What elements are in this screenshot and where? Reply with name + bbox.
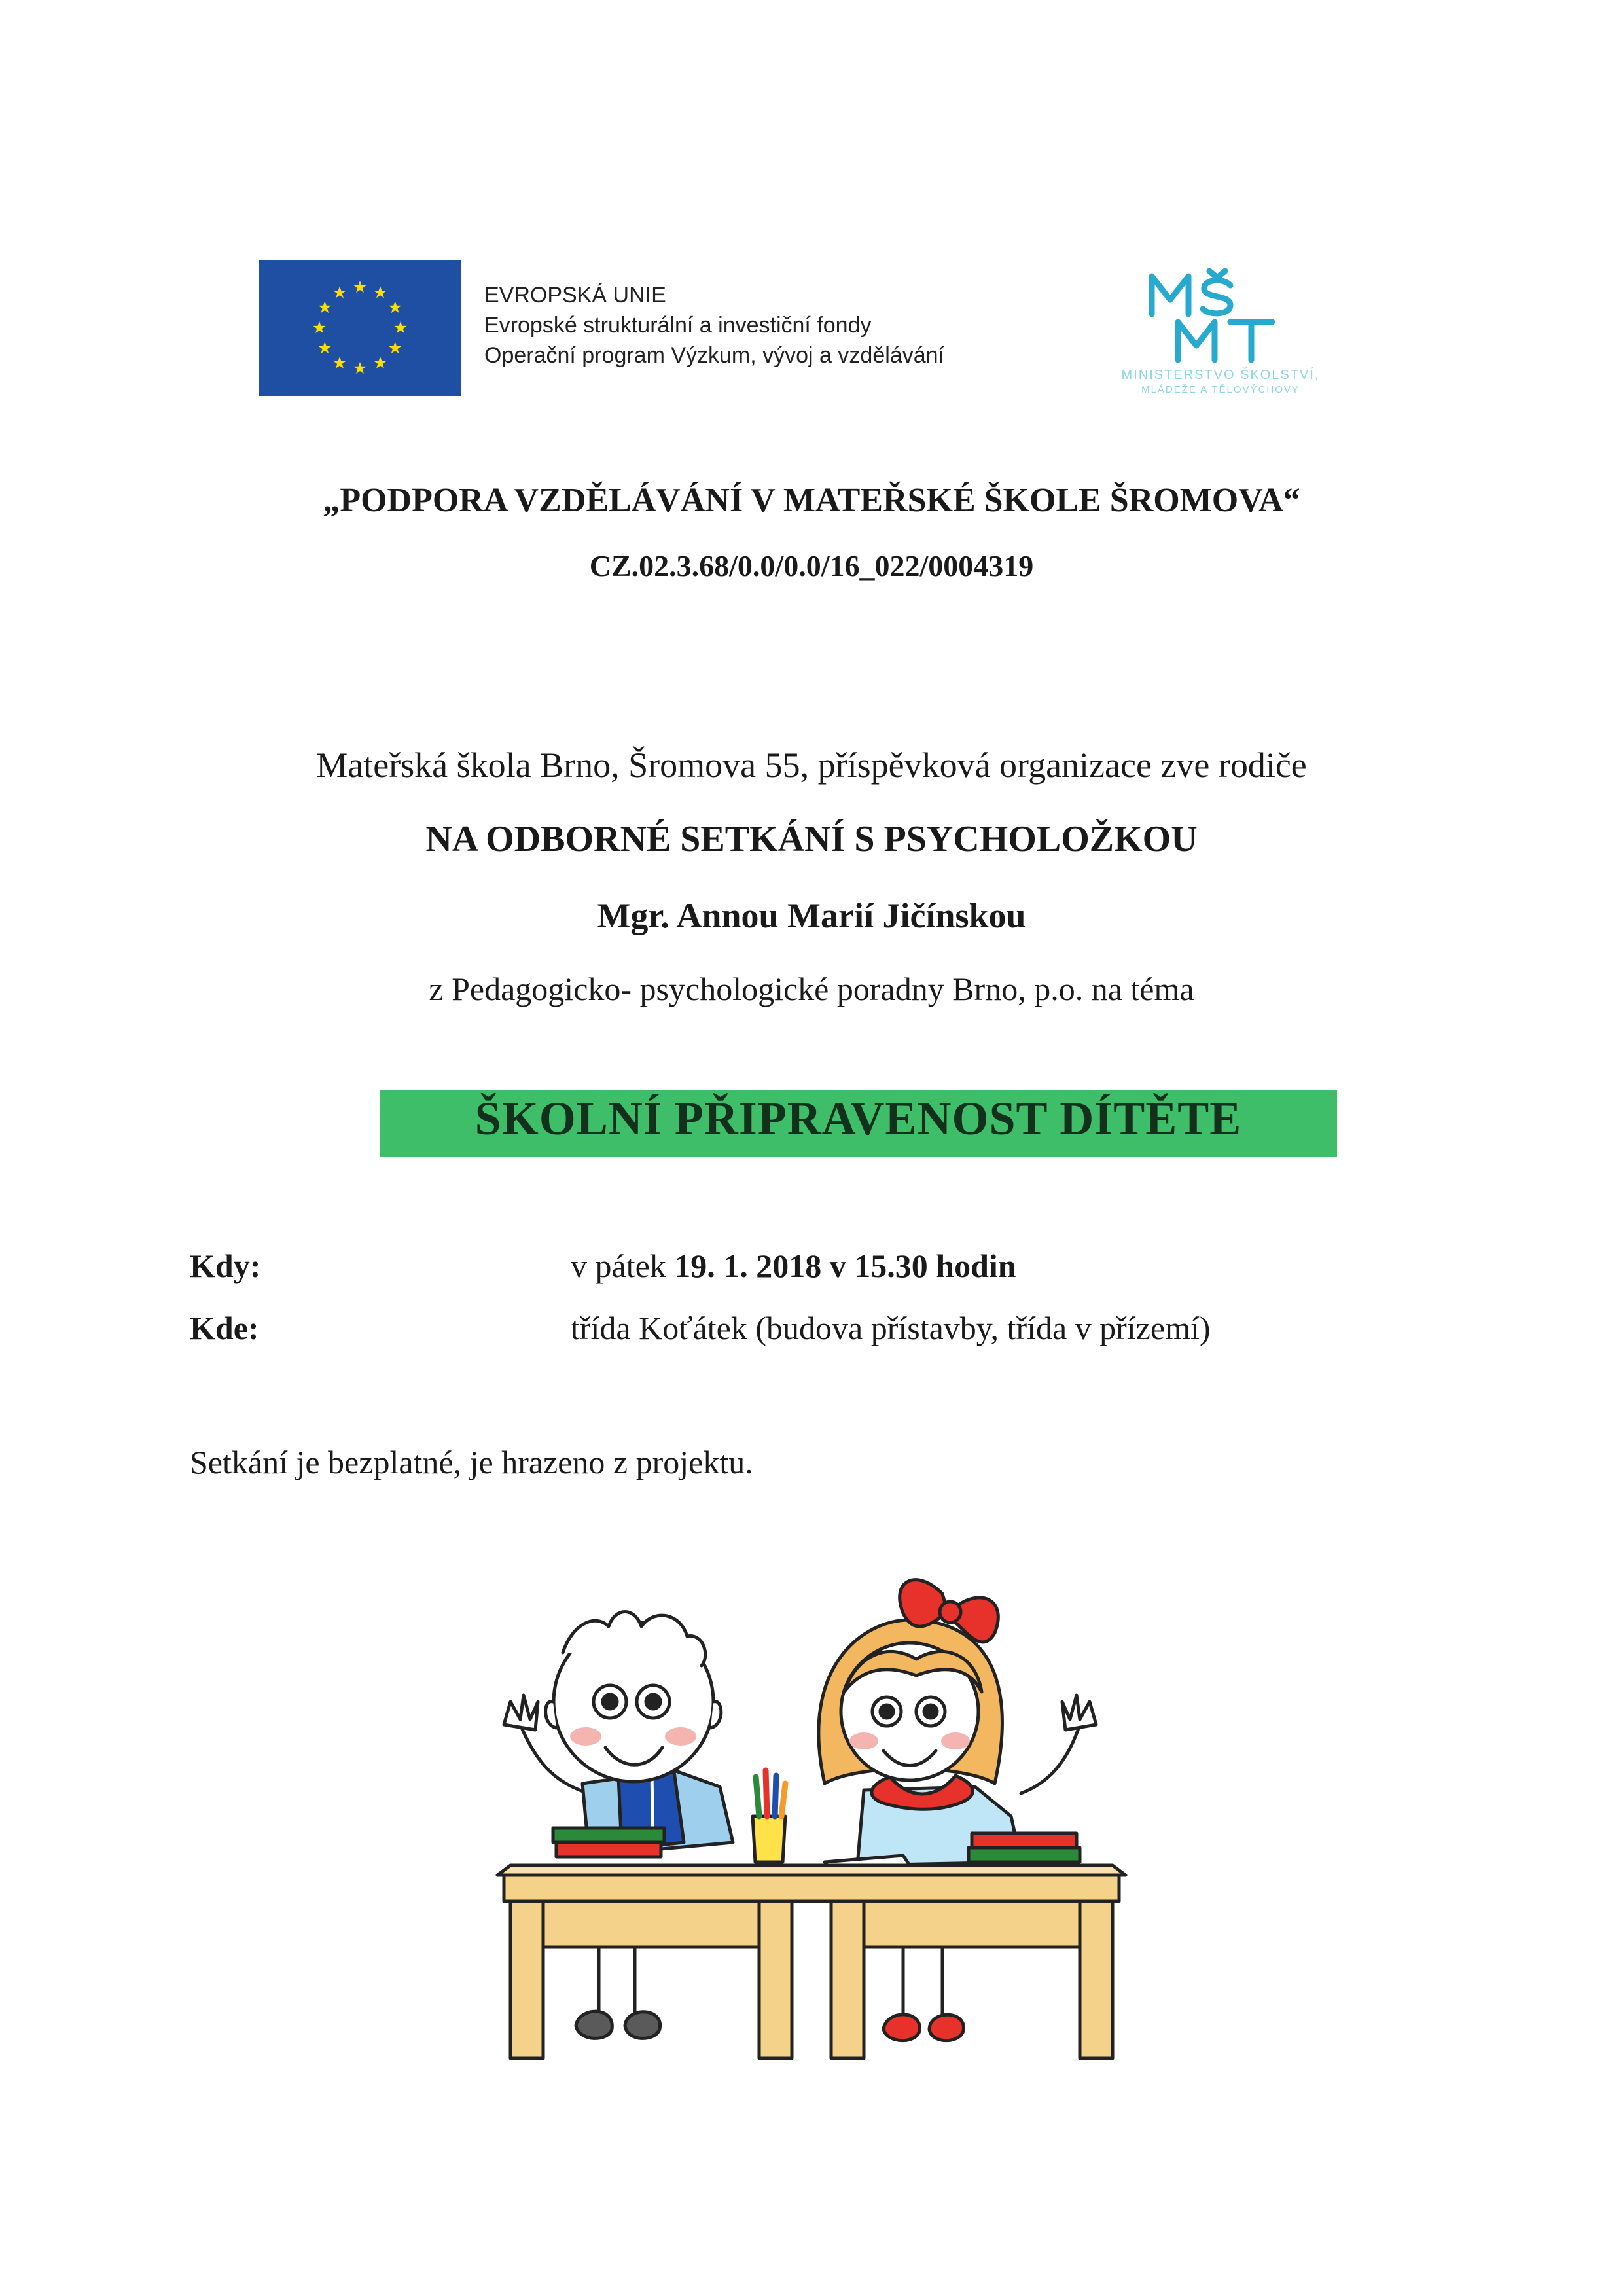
msmt-logo-icon [1132, 268, 1302, 367]
speaker-name: Mgr. Annou Marií Jičínskou [597, 896, 1026, 935]
msmt-line-1: MINISTERSTVO ŠKOLSTVÍ, [1121, 368, 1320, 382]
when-value [571, 1247, 1016, 1285]
msmt-line-2: MLÁDEŽE A TĚLOVÝCHOVY [1141, 384, 1300, 395]
eu-caption [484, 280, 944, 370]
project-title: „PODPORA VZDĚLÁVÁNÍ V MATEŘSKÉ ŠKOLE ŠROMOVA“ [323, 482, 1300, 519]
free-of-charge-note: Setkání je bezplatné, je hrazeno z projektu. [190, 1444, 753, 1480]
eu-star-icon [334, 286, 346, 298]
eu-star-icon [389, 342, 401, 353]
speaker-organization: z Pedagogicko- psychologické poradny Brno, p.o. na téma [429, 971, 1194, 1007]
eu-star-icon [313, 321, 326, 333]
eu-star-icon [319, 342, 331, 353]
msmt-caption [1080, 367, 1361, 397]
eu-line-2: Evropské strukturální a investiční fondy [484, 313, 872, 338]
eu-star-icon [389, 301, 401, 313]
eu-flag-icon [259, 260, 461, 396]
when-date: 19. 1. 2018 v 15.30 hodin [674, 1247, 1016, 1284]
children-at-desk-illustration-icon [458, 1568, 1165, 2104]
eu-star-icon [354, 281, 366, 293]
eu-star-icon [395, 321, 407, 333]
where-label: Kde: [190, 1310, 259, 1346]
eu-star-icon [319, 301, 331, 313]
topic-title: ŠKOLNÍ PŘIPRAVENOST DÍTĚTE [474, 1092, 1242, 1145]
eu-star-icon [334, 357, 346, 368]
eu-stars-icon [259, 260, 461, 396]
when-label: Kdy: [190, 1247, 261, 1284]
invitation-line: Mateřská škola Brno, Šromova 55, příspěvková organizace zve rodiče [316, 745, 1307, 785]
where-value: třída Koťátek (budova přístavby, třída v přízemí) [571, 1310, 1211, 1346]
project-code: CZ.02.3.68/0.0/0.0/16_022/0004319 [589, 549, 1034, 583]
eu-star-icon [374, 357, 387, 368]
event-heading: NA ODBORNÉ SETKÁNÍ S PSYCHOLOŽKOU [425, 819, 1198, 859]
eu-star-icon [354, 362, 366, 374]
eu-line-1: EVROPSKÁ UNIE [484, 283, 666, 308]
when-prefix: v pátek [571, 1247, 666, 1284]
eu-line-3: Operační program Výzkum, vývoj a vzdělávání [484, 343, 944, 368]
eu-star-icon [374, 286, 387, 298]
